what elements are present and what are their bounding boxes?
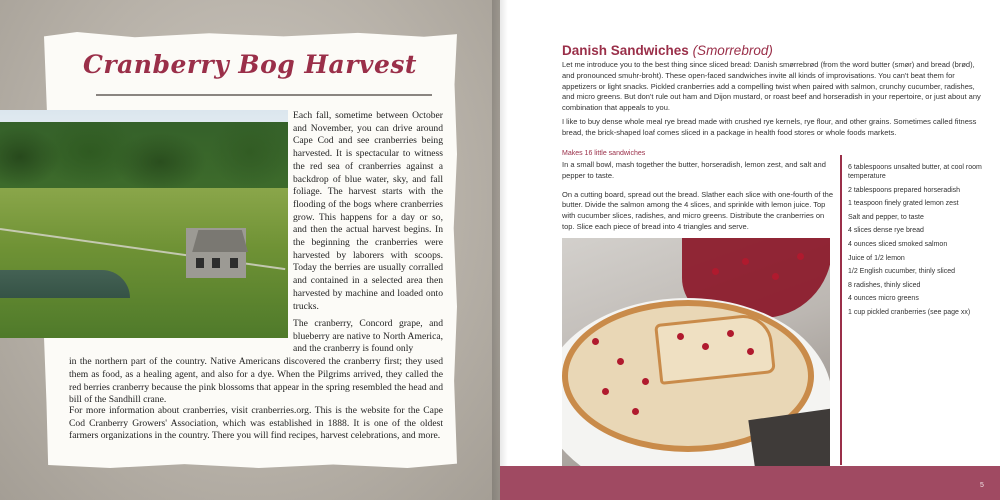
paragraph-harvest: Each fall, sometime between October and November, you can drive around Cape Cod and see cranberries being harvested. It is spectacular to witness the red sea of cranberries against a backdrop of blue water, sky, and fall foliage. The harvest starts with the flooding of the bogs where cranberries grow. This happens for a day or so, and then the actual harvest begins. In the beginning the cranberries were harvested by laborers with scoops. Today the berries are usually corralled and contained in a selected area then harvested by machine and loaded onto trucks. bbox=[293, 110, 443, 312]
recipe-steps bbox=[562, 160, 834, 241]
photo-cranberry bbox=[747, 348, 754, 355]
photo-cranberry bbox=[772, 273, 779, 280]
ingredient-item: 4 ounces sliced smoked salmon bbox=[848, 240, 948, 248]
ingredient-item: Juice of 1/2 lemon bbox=[848, 254, 905, 262]
footer-bar bbox=[500, 466, 1000, 500]
ingredient-item: Salt and pepper, to taste bbox=[848, 213, 924, 221]
photo-cranberry bbox=[617, 358, 624, 365]
recipe-yield: Makes 16 little sandwiches bbox=[562, 150, 646, 157]
paragraph-native bbox=[69, 318, 443, 407]
recipe-intro-2: I like to buy dense whole meal rye bread made with crushed rye kernels, rye flour, and other grains. Sometimes called fitness bread, the brick-shaped loaf comes sliced in a package in health food stores or whole foods markets. bbox=[562, 117, 977, 137]
photo-cranberry bbox=[712, 268, 719, 275]
recipe-step: On a cutting board, spread out the bread. Slather each slice with one-fourth of the butter. Divide the salmon among the 4 slices, and sprinkle with lemon juice. Top with cucumber slices, radishes, and micro greens. Distribute the cranberries on top. Slice each piece of bread into 4 triangles and serve. bbox=[562, 189, 833, 231]
cranberry-bog-photo bbox=[0, 110, 288, 338]
ingredient-item: 1 teaspoon finely grated lemon zest bbox=[848, 200, 959, 208]
photo-cranberry bbox=[727, 330, 734, 337]
recipe-step: In a small bowl, mash together the butter, horseradish, lemon zest, and salt and pepper to taste. bbox=[562, 160, 826, 180]
title-underline bbox=[96, 94, 432, 96]
ingredient-item: 4 slices dense rye bread bbox=[848, 227, 924, 235]
ingredients-list bbox=[848, 163, 983, 322]
recipe-intro-1: Let me introduce you to the best thing since sliced bread: Danish smørrebrød (from the word butter (smør) and bread (brød), and pronounced smuhr-broht). These open-faced sandwiches invite all kinds of improvisations. You can't beat them for appetizers or light snacks. Pickled cranberries add a compelling twist when paired with salmon, crunchy cucumber, radishes, and micro greens. But don't rule out ham and Dijon mustard, or roast beef and horseradish in your repertoire, or just about any combination that appeals to you. bbox=[562, 60, 981, 113]
recipe-title-main: Danish Sandwiches bbox=[562, 43, 689, 58]
ingredient-item: 1/2 English cucumber, thinly sliced bbox=[848, 268, 955, 276]
photo-cranberry bbox=[632, 408, 639, 415]
ingredient-item: 6 tablespoons unsalted butter, at cool room temperature bbox=[848, 164, 982, 180]
photo-house-window bbox=[230, 258, 238, 268]
recipe-title-subtitle: (Smorrebrod) bbox=[692, 43, 773, 58]
ingredient-item: 4 ounces micro greens bbox=[848, 295, 919, 303]
photo-water-ditch bbox=[0, 270, 130, 298]
ingredient-item: 8 radishes, thinly sliced bbox=[848, 281, 921, 289]
ingredient-item: 1 cup pickled cranberries (see page xx) bbox=[848, 308, 971, 316]
photo-house-window bbox=[196, 258, 204, 268]
photo-trees bbox=[0, 122, 288, 190]
photo-cranberry bbox=[642, 378, 649, 385]
photo-cranberry bbox=[677, 333, 684, 340]
photo-tart-slice bbox=[654, 312, 776, 385]
paragraph-native-rest: in the northern part of the country. Native Americans discovered the cranberry first; they used them as food, as a healing agent, and also for a dye. When the Pilgrims arrived, they called the red berries cranberry because the pink blossoms that appear in the spring resembled the head and bill of the Sandhill crane. bbox=[69, 356, 443, 406]
photo-cranberry bbox=[702, 343, 709, 350]
book-gutter-shadow bbox=[492, 0, 508, 500]
photo-cranberry bbox=[797, 253, 804, 260]
ingredient-item: 2 tablespoons prepared horseradish bbox=[848, 186, 961, 194]
photo-cranberry bbox=[592, 338, 599, 345]
photo-house-window bbox=[212, 258, 220, 268]
photo-cranberry bbox=[742, 258, 749, 265]
recipe-title bbox=[562, 43, 773, 58]
page-number: 5 bbox=[980, 482, 984, 489]
paragraph-more-info: For more information about cranberries, visit cranberries.org. This is the website for the Cape Cod Cranberry Growers' Association, which was established in 1888. It is one of the oldest farmers organizations in the country. There you will find recipes, harvest celebrations, and more. bbox=[69, 405, 443, 442]
photo-cranberry bbox=[602, 388, 609, 395]
ingredients-divider bbox=[840, 155, 842, 465]
cranberry-tart-photo bbox=[562, 238, 830, 466]
paragraph-native-lead: The cranberry, Concord grape, and blueberry are native to North America, and the cranberry is found only bbox=[293, 318, 443, 355]
page-title: Cranberry Bog Harvest bbox=[83, 50, 417, 79]
